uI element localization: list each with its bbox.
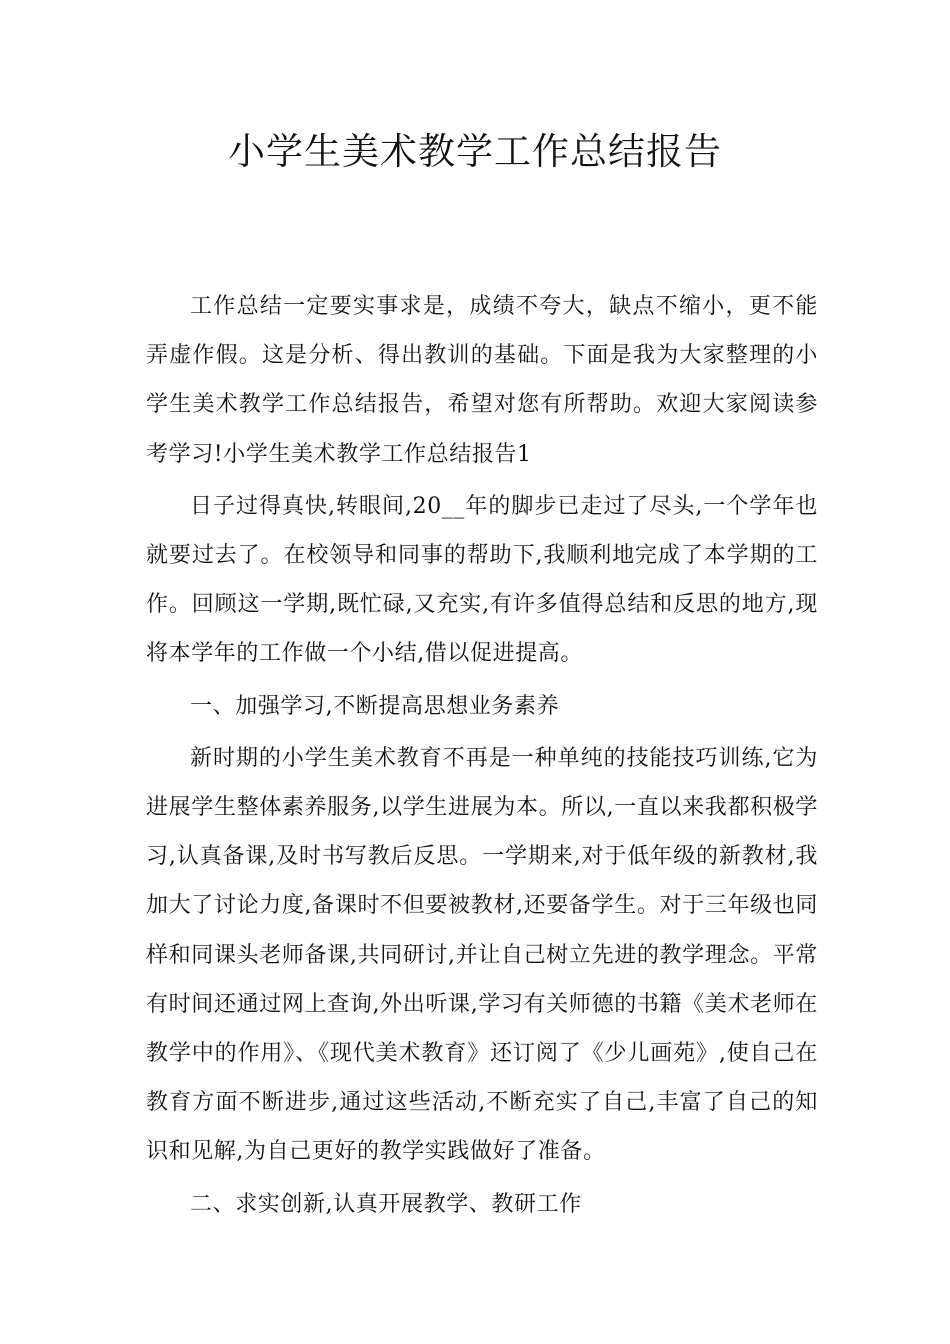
body-paragraph: 日子过得真快,转眼间,20__年的脚步已走过了尽头,一个学年也就要过去了。在校领导和同事的帮助下,我顺利地完成了本学期的工作。回顾这一学期,既忙碌,又充实,有许多值得总结和反思的地方,现将本学年的工作做一个小结,借以促进提高。 bbox=[146, 493, 818, 667]
intro-paragraph: 工作总结一定要实事求是，成绩不夸大，缺点不缩小，更不能弄虚作假。这是分析、得出教训的基础。下面是我为大家整理的小学生美术教学工作总结报告，希望对您有所帮助。欢迎大家阅读参考学习!小学生美术教学工作总结报告1 bbox=[146, 294, 818, 467]
section-heading: 一、加强学习,不断提高思想业务素养 bbox=[190, 693, 560, 719]
body-paragraph: 新时期的小学生美术教育不再是一种单纯的技能技巧训练,它为进展学生整体素养服务,以学生进展为本。所以,一直以来我都积极学习,认真备课,及时书写教后反思。一学期来,对于低年级的新教材,我加大了讨论力度,备课时不但要被教材,还要备学生。对于三年级也同样和同课头老师备课,共同研讨,并让自己树立先进的教学理念。平常有时间还通过网上查询,外出听课,学习有关师德的书籍《美术老师在教学中的作用》、《现代美术教育》还订阅了《少儿画苑》,使自己在教育方面不断进步,通过这些活动,不断充实了自己,丰富了自己的知识和见解,为自己更好的教学实践做好了准备。 bbox=[146, 745, 818, 1165]
section-heading: 二、求实创新,认真开展教学、教研工作 bbox=[190, 1191, 582, 1217]
document-title: 小学生美术教学工作总结报告 bbox=[228, 130, 722, 173]
document-body bbox=[146, 282, 818, 1232]
